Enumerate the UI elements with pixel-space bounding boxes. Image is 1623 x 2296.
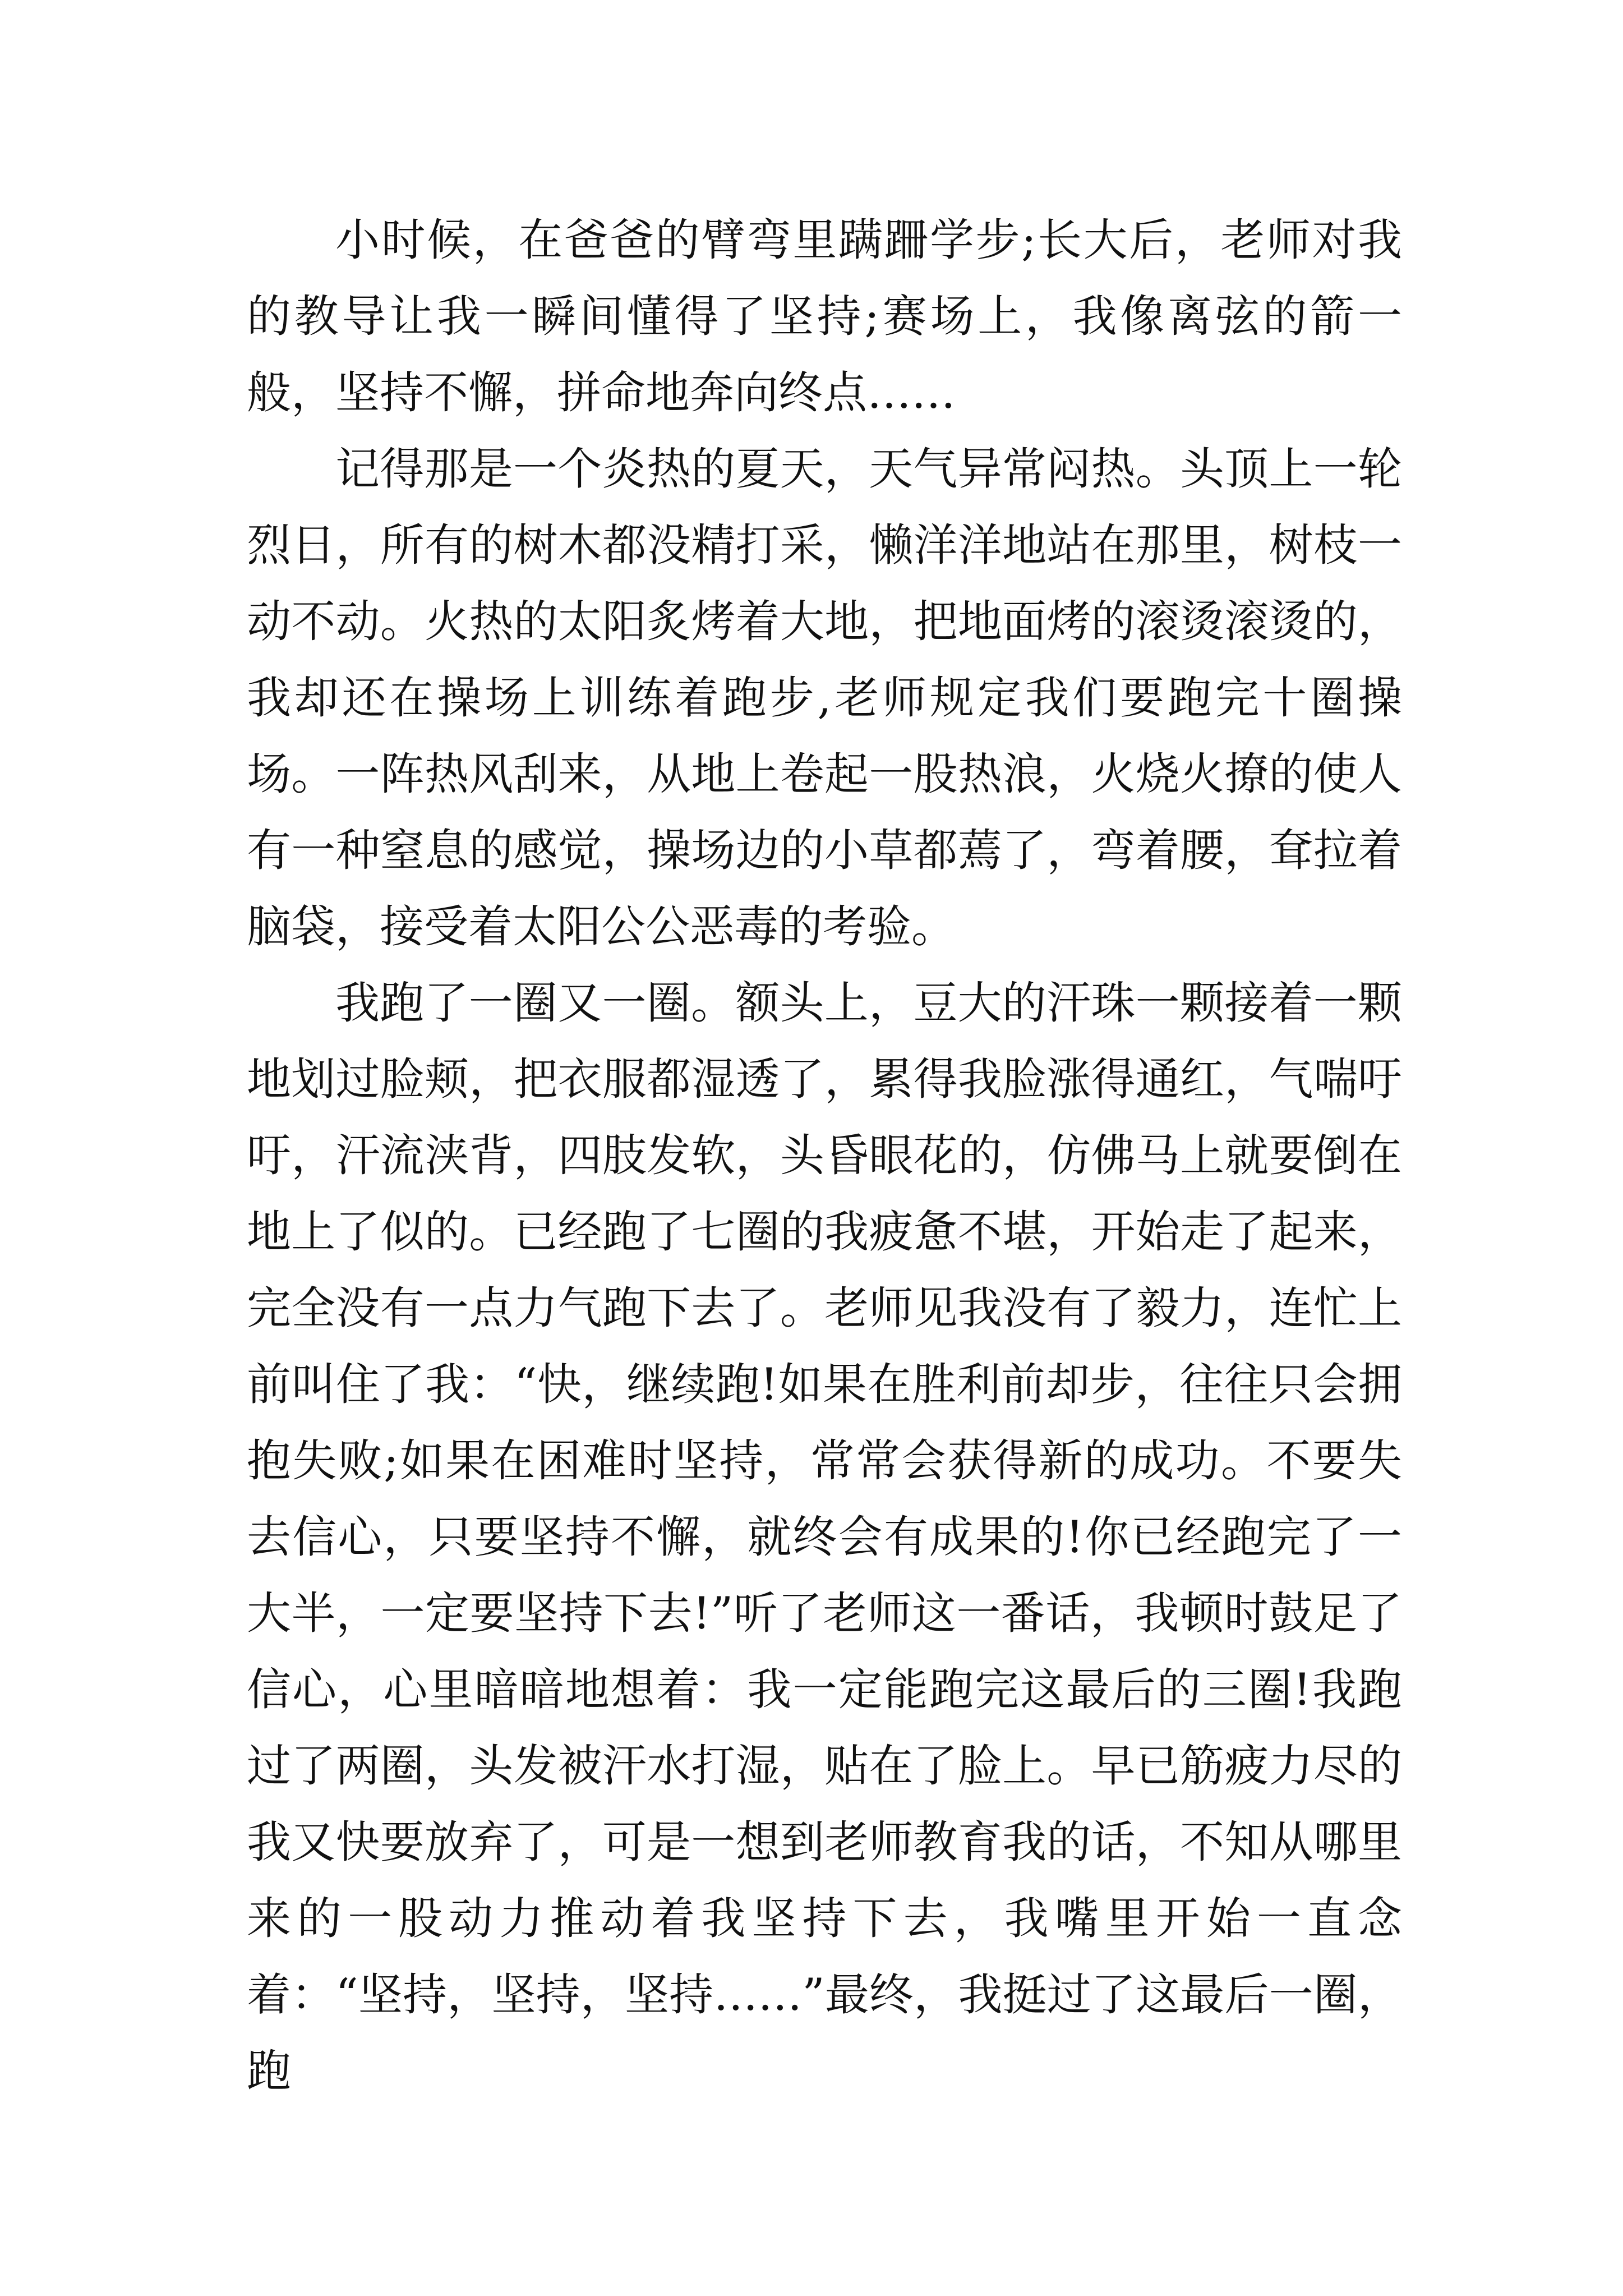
paragraph-2: 记得那是一个炎热的夏天，天气异常闷热。头顶上一轮烈日，所有的树木都没精打采，懒洋洋地站在那里，树枝一动不动。火热的太阳炙烤着大地，把地面烤的滚烫滚烫的，我却还在操场上训练着跑步,老师规定我们要跑完十圈操场。一阵热风刮来，从地上卷起一股热浪，火烧火撩的使人有一种窒息的感觉，操场边的小草都蔫了，弯着腰，耷拉着脑袋，接受着太阳公公恶毒的考验。 [247,443,1402,953]
paragraph-1: 小时候，在爸爸的臂弯里蹒跚学步;长大后，老师对我的教导让我一瞬间懂得了坚持;赛场上，我像离弦的箭一般，坚持不懈，拼命地奔向终点…… [247,214,1402,418]
document-body [247,202,1402,2109]
paragraph-3: 我跑了一圈又一圈。额头上，豆大的汗珠一颗接着一颗地划过脸颊，把衣服都湿透了，累得我脸涨得通红，气喘吁吁，汗流浃背，四肢发软，头昏眼花的，仿佛马上就要倒在地上了似的。已经跑了七圈的我疲惫不堪，开始走了起来，完全没有一点力气跑下去了。老师见我没有了毅力，连忙上前叫住了我：“快，继续跑!如果在胜利前却步，往往只会拥抱失败;如果在困难时坚持，常常会获得新的成功。不要失去信心，只要坚持不懈，就终会有成果的!你已经跑完了一大半，一定要坚持下去!”听了老师这一番话，我顿时鼓足了信心，心里暗暗地想着：我一定能跑完这最后的三圈!我跑过了两圈，头发被汗水打湿，贴在了脸上。早已筋疲力尽的我又快要放弃了，可是一想到老师教育我的话，不知从哪里来的一股动力推动着我坚持下去，我嘴里开始一直念着：“坚持，坚持，坚持……”最终，我挺过了这最后一圈，跑 [247,977,1402,2097]
